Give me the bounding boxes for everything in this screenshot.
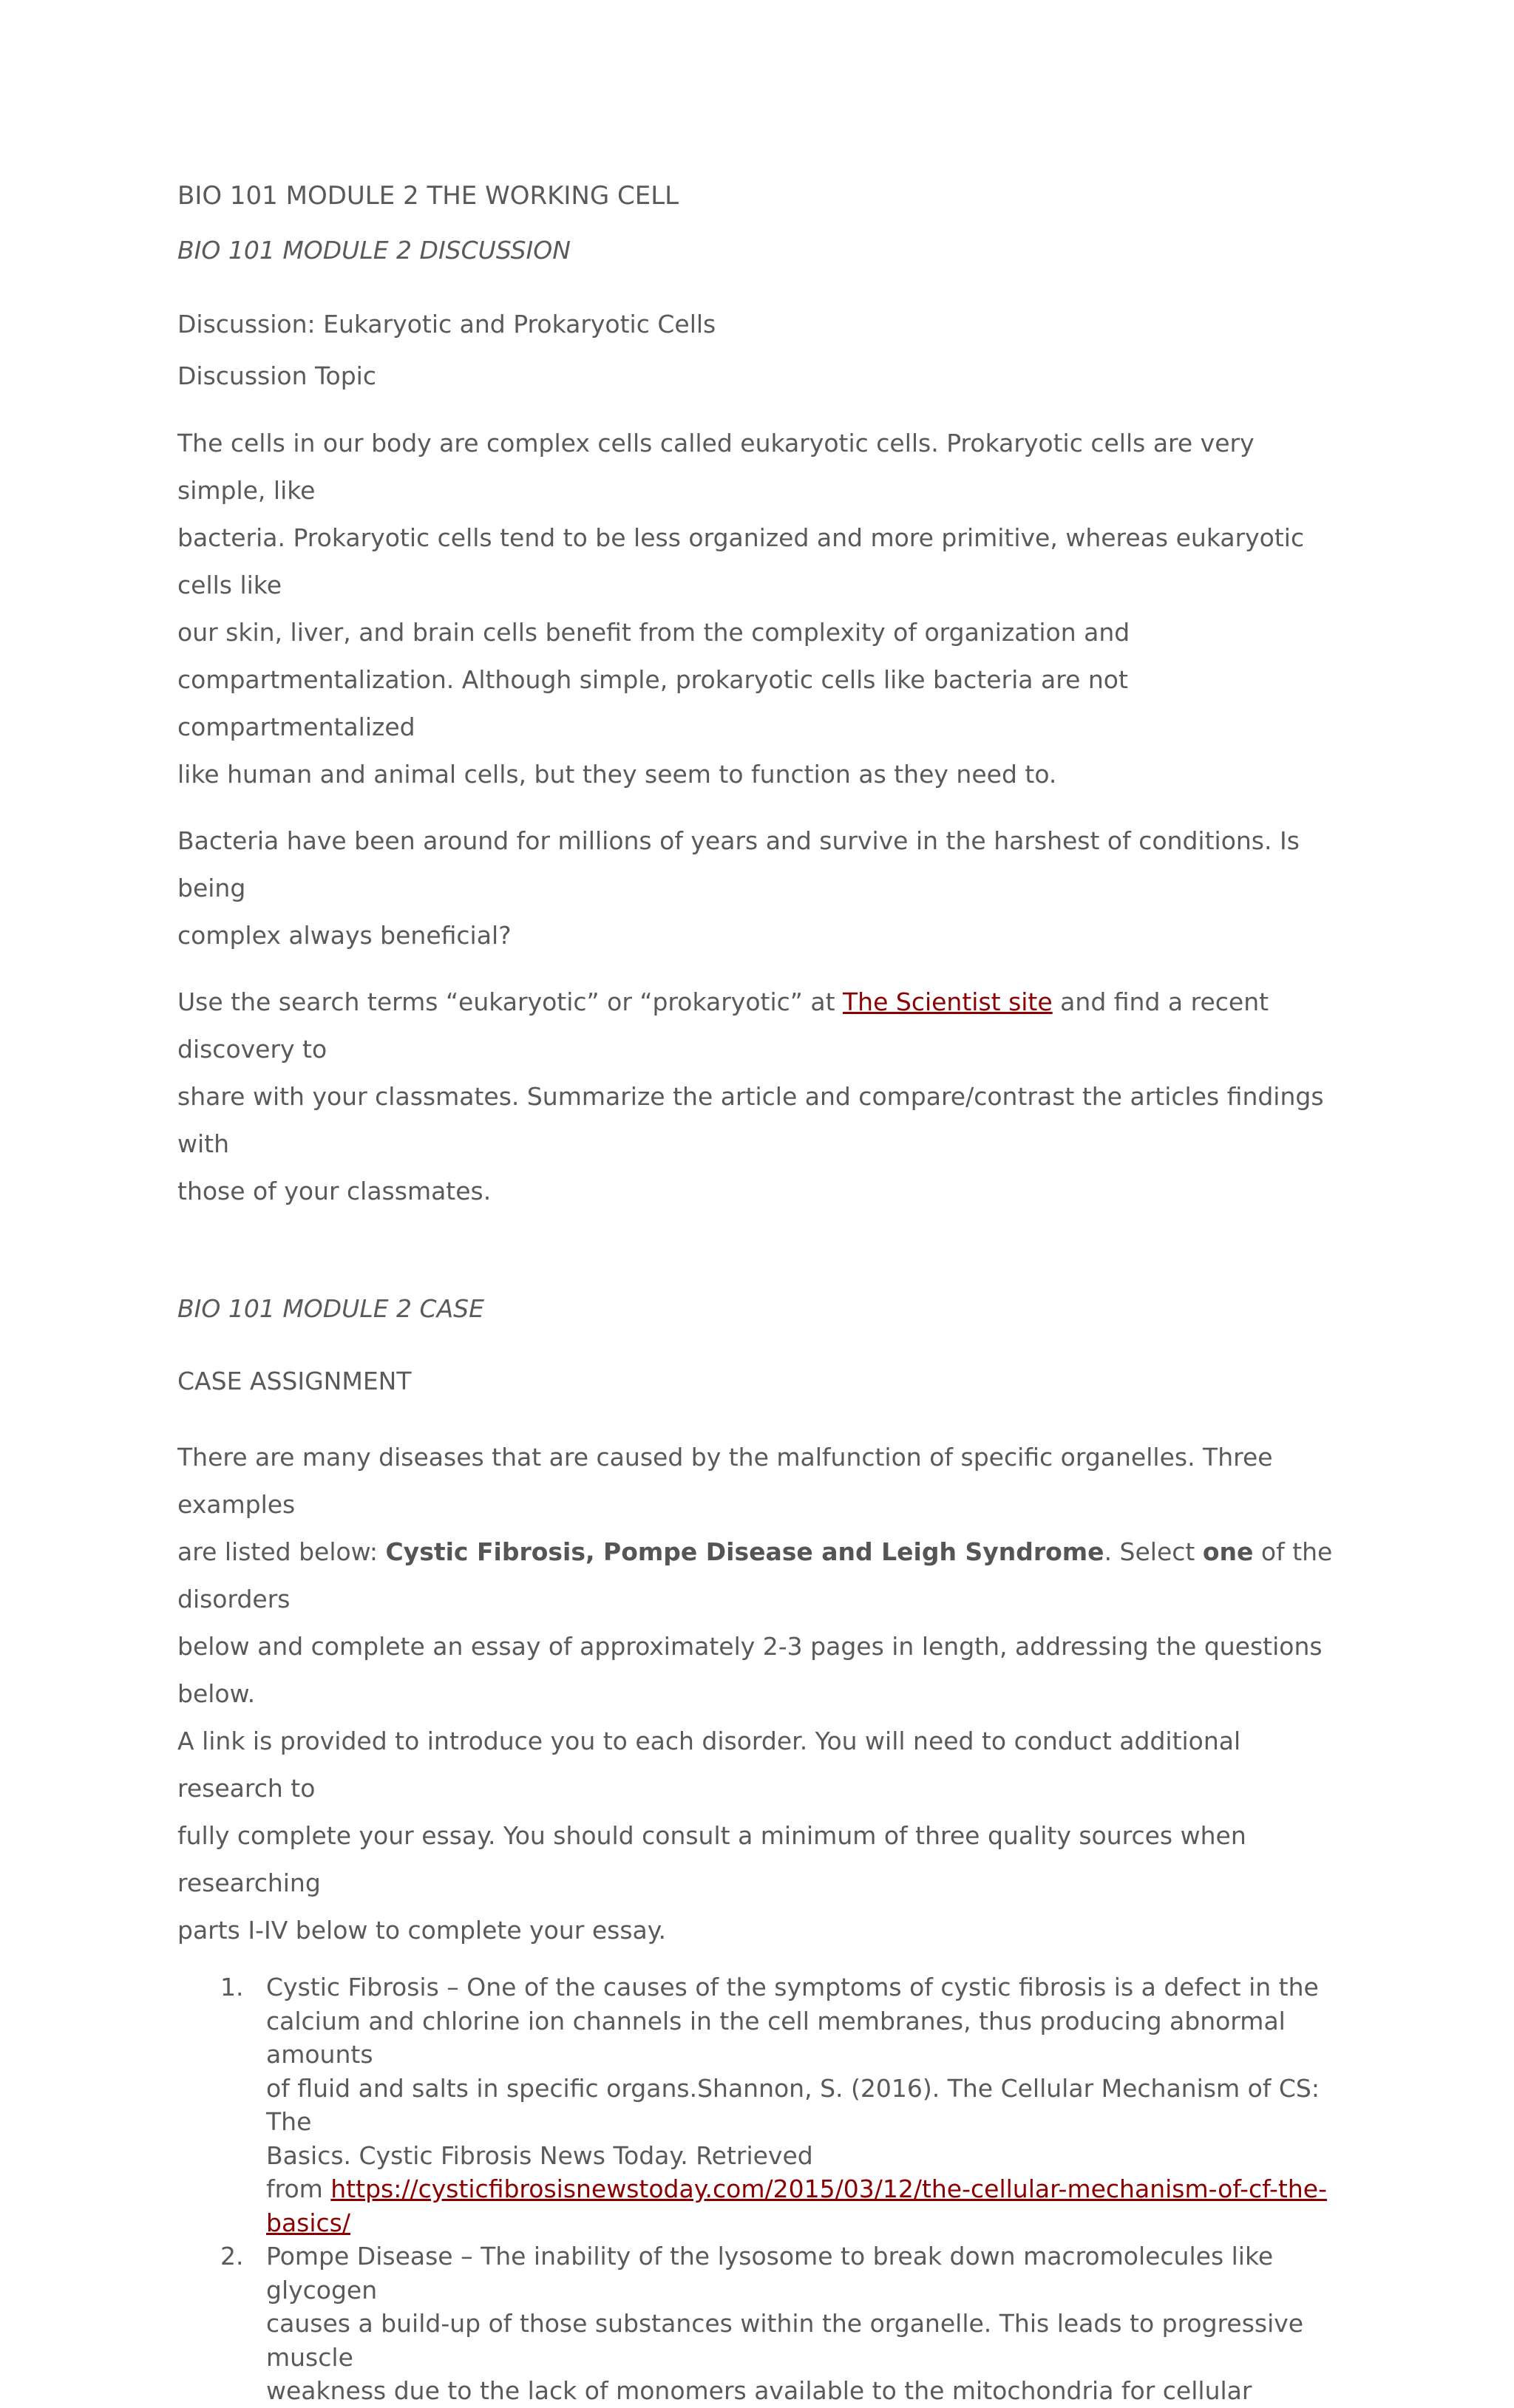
discussion-paragraph-3 [177, 979, 1345, 1215]
case-intro-paragraph [177, 1434, 1345, 1954]
paragraph-line: The cells in our body are complex cells called eukaryotic cells. Prokaryotic cells are very simple, like [177, 429, 1255, 505]
list-item-cystic-fibrosis [177, 1970, 1345, 2239]
list-line: Cystic Fibrosis – One of the causes of the symptoms of cystic fibrosis is a defect in the [266, 1973, 1319, 2001]
paragraph-line: bacteria. Prokaryotic cells tend to be less organized and more primitive, whereas eukaryotic cells like [177, 523, 1305, 599]
discussion-section-label: BIO 101 MODULE 2 DISCUSSION [177, 236, 571, 265]
text-run: and find a recent discovery to [177, 987, 1269, 1064]
text-run: of the disorders [177, 1537, 1333, 1613]
paragraph-line: fully complete your essay. You should consult a minimum of three quality sources when researching [177, 1821, 1246, 1897]
case-heading: CASE ASSIGNMENT [177, 1367, 412, 1395]
text-run: . Select [1104, 1537, 1203, 1566]
list-line: Pompe Disease – The inability of the lysosome to break down macromolecules like glycogen [266, 2242, 1274, 2305]
text-run: Use the search terms “eukaryotic” or “prokaryotic” at [177, 987, 843, 1016]
discussion-topic-heading: Discussion Topic [177, 361, 376, 390]
list-number: 2. [220, 2242, 244, 2271]
paragraph-line: parts I-IV below to complete your essay. [177, 1916, 667, 1945]
one-bold: one [1202, 1537, 1254, 1566]
list-line: causes a build-up of those substances within the organelle. This leads to progressive muscle [266, 2309, 1304, 2372]
discussion-heading: Discussion: Eukaryotic and Prokaryotic Cells [177, 310, 716, 339]
the-scientist-link[interactable]: The Scientist site [843, 987, 1053, 1016]
paragraph-line: Bacteria have been around for millions of years and survive in the harshest of conditions. Is being [177, 826, 1300, 902]
document-title: BIO 101 MODULE 2 THE WORKING CELL [177, 181, 679, 211]
paragraph-line [177, 979, 1345, 1073]
discussion-paragraph-2 [177, 817, 1345, 959]
paragraph-line [177, 1528, 1345, 1623]
list-line: calcium and chlorine ion channels in the cell membranes, thus producing abnormal amounts [266, 2006, 1286, 2069]
cystic-fibrosis-link-continued[interactable]: basics/ [266, 2208, 350, 2237]
disorders-list-bold: Cystic Fibrosis, Pompe Disease and Leigh Syndrome [385, 1537, 1104, 1566]
paragraph-line: There are many diseases that are caused by the malfunction of specific organelles. Three examples [177, 1443, 1273, 1519]
text-run: are listed below: [177, 1537, 386, 1566]
from-label: from [266, 2174, 331, 2203]
paragraph-line: A link is provided to introduce you to each disorder. You will need to conduct additional research to [177, 1727, 1241, 1803]
cystic-fibrosis-link[interactable]: https://cysticfibrosisnewstoday.com/2015/03/12/the-cellular-mechanism-of-cf-the- [330, 2174, 1327, 2203]
paragraph-line: share with your classmates. Summarize the article and compare/contrast the articles findings with [177, 1082, 1324, 1158]
paragraph-line: our skin, liver, and brain cells benefit from the complexity of organization and [177, 618, 1130, 647]
list-line: of fluid and salts in specific organs.Shannon, S. (2016). The Cellular Mechanism of CS: The [266, 2073, 1320, 2136]
disorder-list [177, 1970, 1345, 2408]
list-line [266, 2206, 1345, 2240]
paragraph-line: below and complete an essay of approximately 2-3 pages in length, addressing the questions below. [177, 1632, 1323, 1708]
paragraph-line: compartmentalization. Although simple, prokaryotic cells like bacteria are not compartmentalized [177, 665, 1128, 741]
list-item-pompe-disease [177, 2239, 1345, 2408]
list-line [266, 2172, 1345, 2206]
list-line: Basics. Cystic Fibrosis News Today. Retrieved [266, 2140, 813, 2170]
list-line: weakness due to the lack of monomers available to the mitochondria for cellular [266, 2376, 1252, 2405]
paragraph-line: like human and animal cells, but they seem to function as they need to. [177, 760, 1057, 789]
discussion-paragraph-1 [177, 420, 1345, 798]
document-page [177, 176, 1345, 2408]
paragraph-line: complex always beneficial? [177, 921, 512, 950]
list-number: 1. [220, 1973, 244, 2001]
case-section-label: BIO 101 MODULE 2 CASE [177, 1294, 484, 1323]
paragraph-line: those of your classmates. [177, 1177, 492, 1205]
